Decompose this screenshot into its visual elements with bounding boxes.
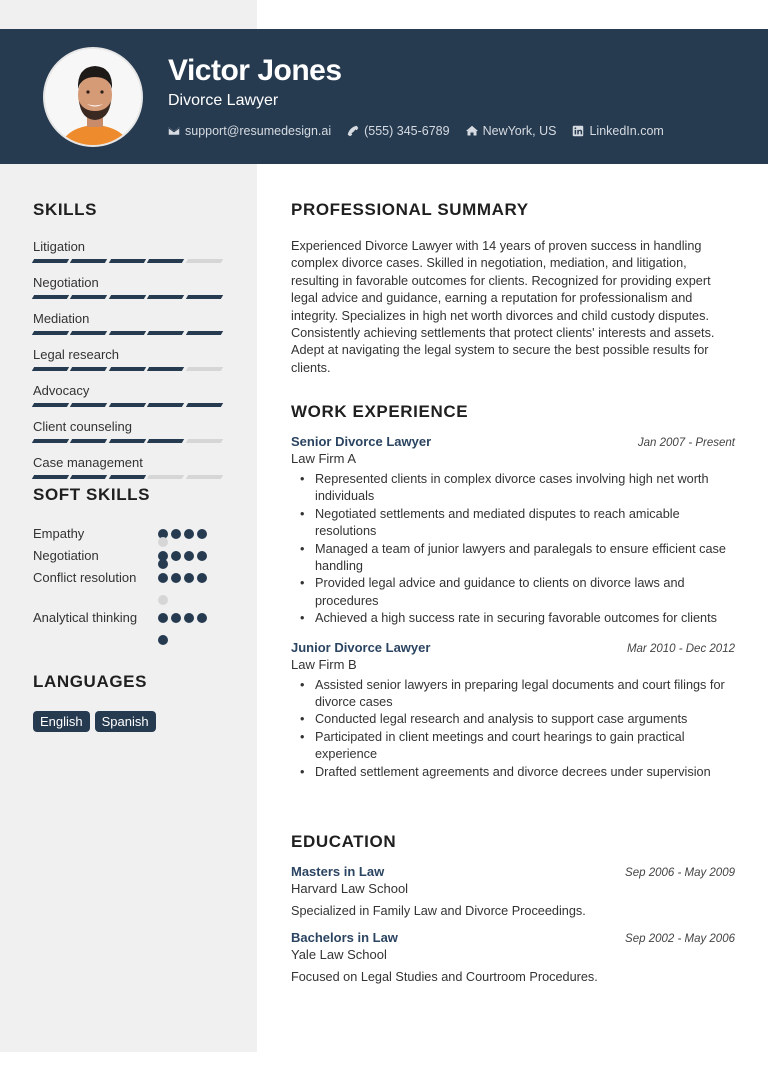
skill-level-segment <box>147 439 185 443</box>
skill-level-segment <box>70 295 108 299</box>
education-description: Specialized in Family Law and Divorce Proceedings. <box>291 904 586 918</box>
skill-level-segment <box>32 475 70 479</box>
education-date: Sep 2002 - May 2006 <box>625 933 735 945</box>
language-tag: English <box>33 711 90 732</box>
job-bullet: • Managed a team of junior lawyers and paralegals to ensure efficient case handling <box>291 541 735 576</box>
skill-level-segment <box>109 475 147 479</box>
soft-skill-name: Analytical thinking <box>33 610 138 625</box>
phone-icon <box>347 125 359 137</box>
education-header <box>291 930 735 945</box>
job-title: Junior Divorce Lawyer <box>291 639 431 655</box>
rating-dot-icon <box>158 635 168 645</box>
skill-level-segment <box>32 295 70 299</box>
skill-level-segment <box>70 475 108 479</box>
skill-level-segment <box>70 403 108 407</box>
contact-phone[interactable] <box>347 124 449 138</box>
skill-level-segment <box>147 475 185 479</box>
soft-skill-rating <box>158 573 212 609</box>
rating-dot-icon <box>197 613 207 623</box>
skill-level-bar <box>33 295 222 299</box>
resume-header <box>0 29 768 164</box>
candidate-name: Victor Jones <box>168 54 342 87</box>
rating-dot-icon <box>197 551 207 561</box>
rating-dot-icon <box>197 573 207 583</box>
skill-level-segment <box>147 367 185 371</box>
education-degree: Bachelors in Law <box>291 930 398 945</box>
rating-dot-icon <box>171 573 181 583</box>
rating-dot-icon <box>184 613 194 623</box>
soft-skills-section <box>33 485 233 649</box>
skill-level-segment <box>32 403 70 407</box>
soft-skill-name: Negotiation <box>33 548 99 563</box>
skill-level-segment <box>70 259 108 263</box>
rating-dot-icon <box>184 551 194 561</box>
job-entry <box>291 640 735 781</box>
skill-level-segment <box>109 331 147 335</box>
skill-level-segment <box>70 439 108 443</box>
envelope-icon <box>168 125 180 137</box>
contact-list <box>168 124 664 138</box>
education-school: Yale Law School <box>291 947 387 962</box>
summary-text: Experienced Divorce Lawyer with 14 years of proven success in handling complex divorce cases. Skilled in negotiation, mediation, and litigation, resulting in favorable outcomes for clients. Recognized for providing expert legal advice and guidance, earning a reputation for professionalism and integrity. Specializes in high net worth divorces and child custody disputes. Consistently achieving settlements that protect clients' interests and assets. Adept at navigating the legal system to secure the best possible results for clients. <box>291 239 715 375</box>
education-description: Focused on Legal Studies and Courtroom Procedures. <box>291 970 598 984</box>
skill-level-segment <box>147 259 185 263</box>
job-bullet: • Represented clients in complex divorce cases involving high net worth individuals <box>291 471 735 506</box>
contact-linkedin[interactable] <box>572 124 663 138</box>
education-heading: EDUCATION <box>291 832 397 851</box>
rating-dot-icon <box>197 529 207 539</box>
rating-dot-icon <box>171 551 181 561</box>
education-date: Sep 2006 - May 2009 <box>625 867 735 879</box>
job-title: Senior Divorce Lawyer <box>291 434 432 449</box>
skill-level-bar <box>33 367 222 371</box>
skill-level-segment <box>185 367 223 371</box>
skill-name: Case management <box>33 455 143 470</box>
job-list <box>291 434 735 781</box>
soft-skills-heading: SOFT SKILLS <box>33 485 151 504</box>
job-bullet: • Drafted settlement agreements and divorce decrees under supervision <box>291 764 735 781</box>
skill-level-segment <box>147 331 185 335</box>
rating-dot-icon <box>158 595 168 605</box>
education-entry <box>291 930 735 984</box>
candidate-title: Divorce Lawyer <box>168 92 279 109</box>
skill-level-segment <box>70 367 108 371</box>
skills-list <box>33 239 233 479</box>
job-header <box>291 434 735 449</box>
skill-level-segment <box>147 295 185 299</box>
job-bullet: • Negotiated settlements and mediated disputes to reach amicable resolutions <box>291 506 735 541</box>
skill-item <box>33 311 233 335</box>
skill-name: Negotiation <box>33 275 99 290</box>
job-bullets <box>291 677 735 781</box>
soft-skill-item <box>33 525 233 547</box>
language-tag: Spanish <box>95 711 156 732</box>
skill-level-segment <box>32 331 70 335</box>
home-icon <box>466 125 478 137</box>
skill-level-segment <box>109 367 147 371</box>
soft-skill-item <box>33 569 233 609</box>
rating-dot-icon <box>184 529 194 539</box>
profile-photo-icon <box>45 49 143 147</box>
rating-dot-icon <box>171 529 181 539</box>
education-list <box>291 864 735 984</box>
rating-dot-icon <box>184 573 194 583</box>
skill-name: Mediation <box>33 311 90 326</box>
skill-level-segment <box>109 259 147 263</box>
education-degree: Masters in Law <box>291 864 385 879</box>
skill-level-segment <box>185 259 223 263</box>
soft-skill-rating <box>158 551 212 569</box>
education-entry <box>291 864 735 918</box>
skill-level-segment <box>185 439 223 443</box>
linkedin-icon <box>572 125 584 137</box>
skill-level-segment <box>185 295 223 299</box>
summary-heading: PROFESSIONAL SUMMARY <box>291 200 529 219</box>
rating-dot-icon <box>158 559 168 569</box>
contact-email-text: support@resumedesign.ai <box>185 124 332 138</box>
soft-skill-rating <box>158 529 212 547</box>
skill-level-segment <box>185 475 223 479</box>
skill-level-segment <box>32 259 70 263</box>
contact-linkedin-text: LinkedIn.com <box>589 124 664 138</box>
skill-level-segment <box>147 403 185 407</box>
languages-heading: LANGUAGES <box>33 672 148 691</box>
skill-level-bar <box>33 439 222 443</box>
job-bullet: • Participated in client meetings and court hearings to gain practical experience <box>291 729 735 764</box>
contact-phone-text: (555) 345-6789 <box>364 124 450 138</box>
education-section <box>291 832 735 984</box>
job-bullet: • Achieved a high success rate in securing favorable outcomes for clients <box>291 610 735 627</box>
job-entry <box>291 434 735 628</box>
job-date: Jan 2007 - Present <box>637 437 735 449</box>
skill-level-segment <box>185 403 223 407</box>
soft-skill-item <box>33 609 233 649</box>
skill-level-segment <box>109 439 147 443</box>
skill-level-bar <box>33 403 222 407</box>
skills-heading: SKILLS <box>33 200 98 219</box>
contact-location-text: NewYork, US <box>482 124 557 138</box>
job-date: Mar 2010 - Dec 2012 <box>626 642 735 655</box>
soft-skill-name: Empathy <box>33 526 85 541</box>
avatar <box>43 47 143 147</box>
skill-level-segment <box>32 439 70 443</box>
job-bullet: • Conducted legal research and analysis to support case arguments <box>291 711 735 728</box>
job-company: Law Firm B <box>291 656 357 672</box>
skill-item <box>33 419 233 443</box>
skill-level-bar <box>33 331 222 335</box>
rating-dot-icon <box>171 613 181 623</box>
soft-skill-item <box>33 547 233 569</box>
skill-level-segment <box>32 367 70 371</box>
soft-skill-rating <box>158 613 212 649</box>
education-header <box>291 864 735 879</box>
contact-email[interactable] <box>168 124 331 138</box>
skill-name: Advocacy <box>33 383 90 398</box>
skill-item <box>33 455 233 479</box>
soft-skills-list <box>33 525 233 649</box>
job-company: Law Firm A <box>291 451 357 466</box>
skill-item <box>33 275 233 299</box>
rating-dot-icon <box>158 613 168 623</box>
job-bullet: • Assisted senior lawyers in preparing legal documents and court filings for divorce cases <box>291 677 735 712</box>
job-header <box>291 640 735 655</box>
skills-section <box>33 200 233 491</box>
skill-level-bar <box>33 475 222 479</box>
skill-name: Legal research <box>33 347 119 362</box>
rating-dot-icon <box>158 537 168 547</box>
job-bullets <box>291 471 735 628</box>
rating-dot-icon <box>158 573 168 583</box>
skill-item <box>33 239 233 263</box>
summary-section <box>291 200 735 377</box>
soft-skill-name: Conflict resolution <box>33 570 137 585</box>
skill-level-segment <box>70 331 108 335</box>
skill-level-segment <box>109 403 147 407</box>
skill-level-segment <box>185 331 223 335</box>
education-school: Harvard Law School <box>291 881 409 896</box>
skill-level-bar <box>33 259 222 263</box>
skill-name: Client counseling <box>33 419 133 434</box>
contact-location <box>466 124 557 138</box>
skill-item <box>33 347 233 371</box>
experience-section <box>291 402 735 781</box>
skill-level-segment <box>109 295 147 299</box>
experience-heading: WORK EXPERIENCE <box>291 402 469 421</box>
languages-section <box>33 672 233 732</box>
skill-name: Litigation <box>33 239 86 254</box>
skill-item <box>33 383 233 407</box>
language-tags <box>33 711 233 732</box>
job-bullet: • Provided legal advice and guidance to clients on divorce laws and procedures <box>291 575 735 610</box>
